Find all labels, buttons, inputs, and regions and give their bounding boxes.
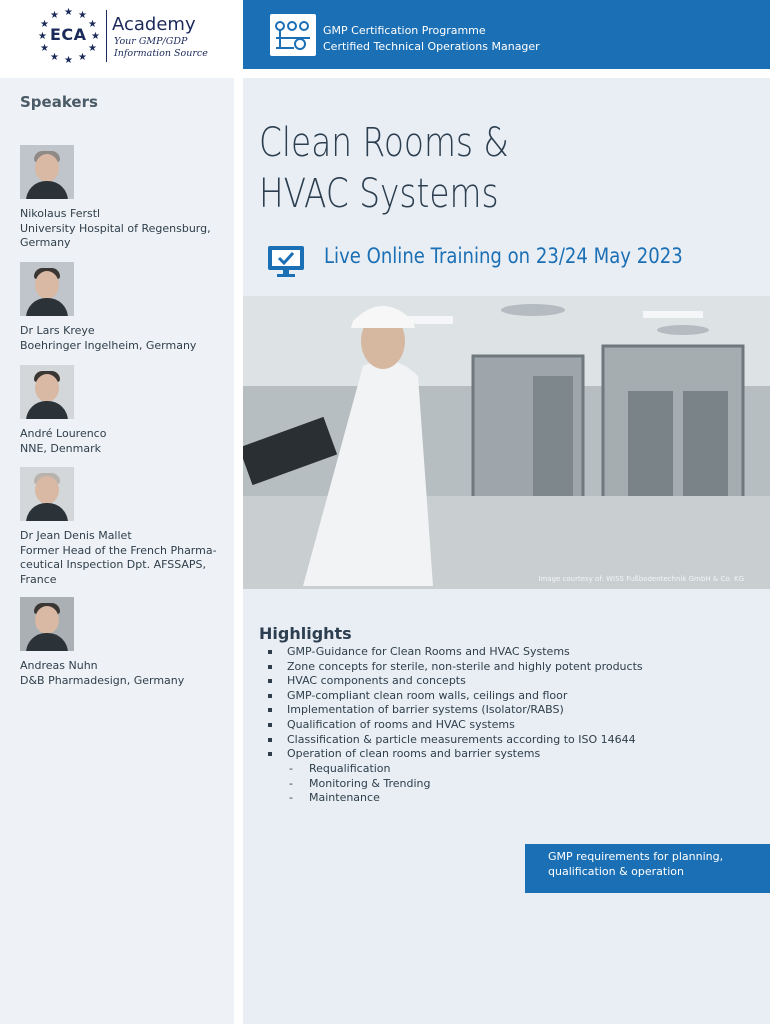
highlight-sub-list xyxy=(289,762,431,806)
bullet-icon xyxy=(268,665,272,669)
programme-icon xyxy=(270,14,316,56)
callout-line2: qualification & operation xyxy=(548,864,684,878)
logo-divider xyxy=(106,10,107,62)
programme-header xyxy=(243,0,770,69)
highlights-list xyxy=(268,645,748,762)
highlight-sub-item: - Maintenance xyxy=(289,791,380,805)
programme-name: GMP Certification Programme xyxy=(323,24,486,37)
speaker-org: ceutical Inspection Dpt. AFSSAPS, xyxy=(20,558,207,571)
speaker-card xyxy=(20,145,230,251)
bullet-icon xyxy=(268,679,272,683)
speaker-org: Germany xyxy=(20,236,71,249)
bullet-icon xyxy=(268,650,272,654)
speaker-org: NNE, Denmark xyxy=(20,441,101,455)
highlights-heading: Highlights xyxy=(259,624,352,643)
page-title-line2: HVAC Systems xyxy=(259,171,499,217)
speaker-name: André Lourenco xyxy=(20,427,107,440)
speaker-photo xyxy=(20,145,74,199)
speaker-photo xyxy=(20,365,74,419)
logo-tagline-line2: Information Source xyxy=(114,48,208,59)
speaker-org: Boehringer Ingelheim, Germany xyxy=(20,338,197,352)
speaker-name: Nikolaus Ferstl xyxy=(20,207,101,220)
requirements-callout xyxy=(525,844,770,893)
highlight-item: Operation of clean rooms and barrier systems xyxy=(268,747,748,762)
speaker-name: Dr Jean Denis Mallet xyxy=(20,529,132,542)
bullet-icon xyxy=(268,708,272,712)
speaker-card xyxy=(20,597,230,688)
highlight-item: GMP-compliant clean room walls, ceilings and floor xyxy=(268,689,748,704)
hero-image xyxy=(243,296,770,589)
page-title xyxy=(259,118,603,220)
speaker-org: Former Head of the French Pharma- xyxy=(20,543,217,557)
highlight-item: Implementation of barrier systems (Isolator/RABS) xyxy=(268,703,748,718)
highlight-sub-item: - Monitoring & Trending xyxy=(289,776,431,790)
speaker-card xyxy=(20,262,230,353)
speakers-heading: Speakers xyxy=(20,93,98,111)
speaker-photo xyxy=(20,262,74,316)
eca-academy-logo[interactable] xyxy=(38,8,228,66)
highlight-item: Classification & particle measurements according to ISO 14644 xyxy=(268,733,748,748)
bullet-icon xyxy=(268,752,272,756)
logo-tagline xyxy=(114,36,208,60)
programme-certificate: Certified Technical Operations Manager xyxy=(323,40,540,53)
highlight-item: Qualification of rooms and HVAC systems xyxy=(268,718,748,733)
speaker-org: University Hospital of Regensburg, xyxy=(20,221,211,235)
logo-name: Academy xyxy=(112,14,196,35)
highlight-sub-item: - Requalification xyxy=(289,762,391,775)
callout-line1: GMP requirements for planning, xyxy=(548,850,724,863)
logo-tagline-line1: Your GMP/GDP xyxy=(114,36,188,47)
speaker-photo xyxy=(20,597,74,651)
logo-mark: ECA xyxy=(50,25,87,44)
bullet-icon xyxy=(268,723,272,727)
speaker-photo xyxy=(20,467,74,521)
highlight-item: HVAC components and concepts xyxy=(268,674,748,689)
speaker-card xyxy=(20,467,230,587)
eca-star-ring-icon: ★ ★ ★ ★ ★ ★ ★ ★ ★ ★ ★ ★ ECA xyxy=(38,7,100,66)
speaker-org: D&B Pharmadesign, Germany xyxy=(20,673,185,687)
highlight-item: Zone concepts for sterile, non-sterile and highly potent products xyxy=(268,660,748,675)
speaker-name: Dr Lars Kreye xyxy=(20,324,95,337)
speaker-name: Andreas Nuhn xyxy=(20,659,98,672)
bullet-icon xyxy=(268,694,272,698)
monitor-check-icon xyxy=(266,244,306,278)
bullet-icon xyxy=(268,738,272,742)
speaker-card xyxy=(20,365,230,456)
image-credit: Image courtesy of: WISS Fußbodentechnik GmbH & Co. KG xyxy=(538,575,744,583)
speaker-org: France xyxy=(20,572,57,586)
training-date: Live Online Training on 23/24 May 2023 xyxy=(324,244,683,268)
page-title-line1: Clean Rooms & xyxy=(259,120,510,166)
highlight-item: GMP-Guidance for Clean Rooms and HVAC Systems xyxy=(268,645,748,660)
